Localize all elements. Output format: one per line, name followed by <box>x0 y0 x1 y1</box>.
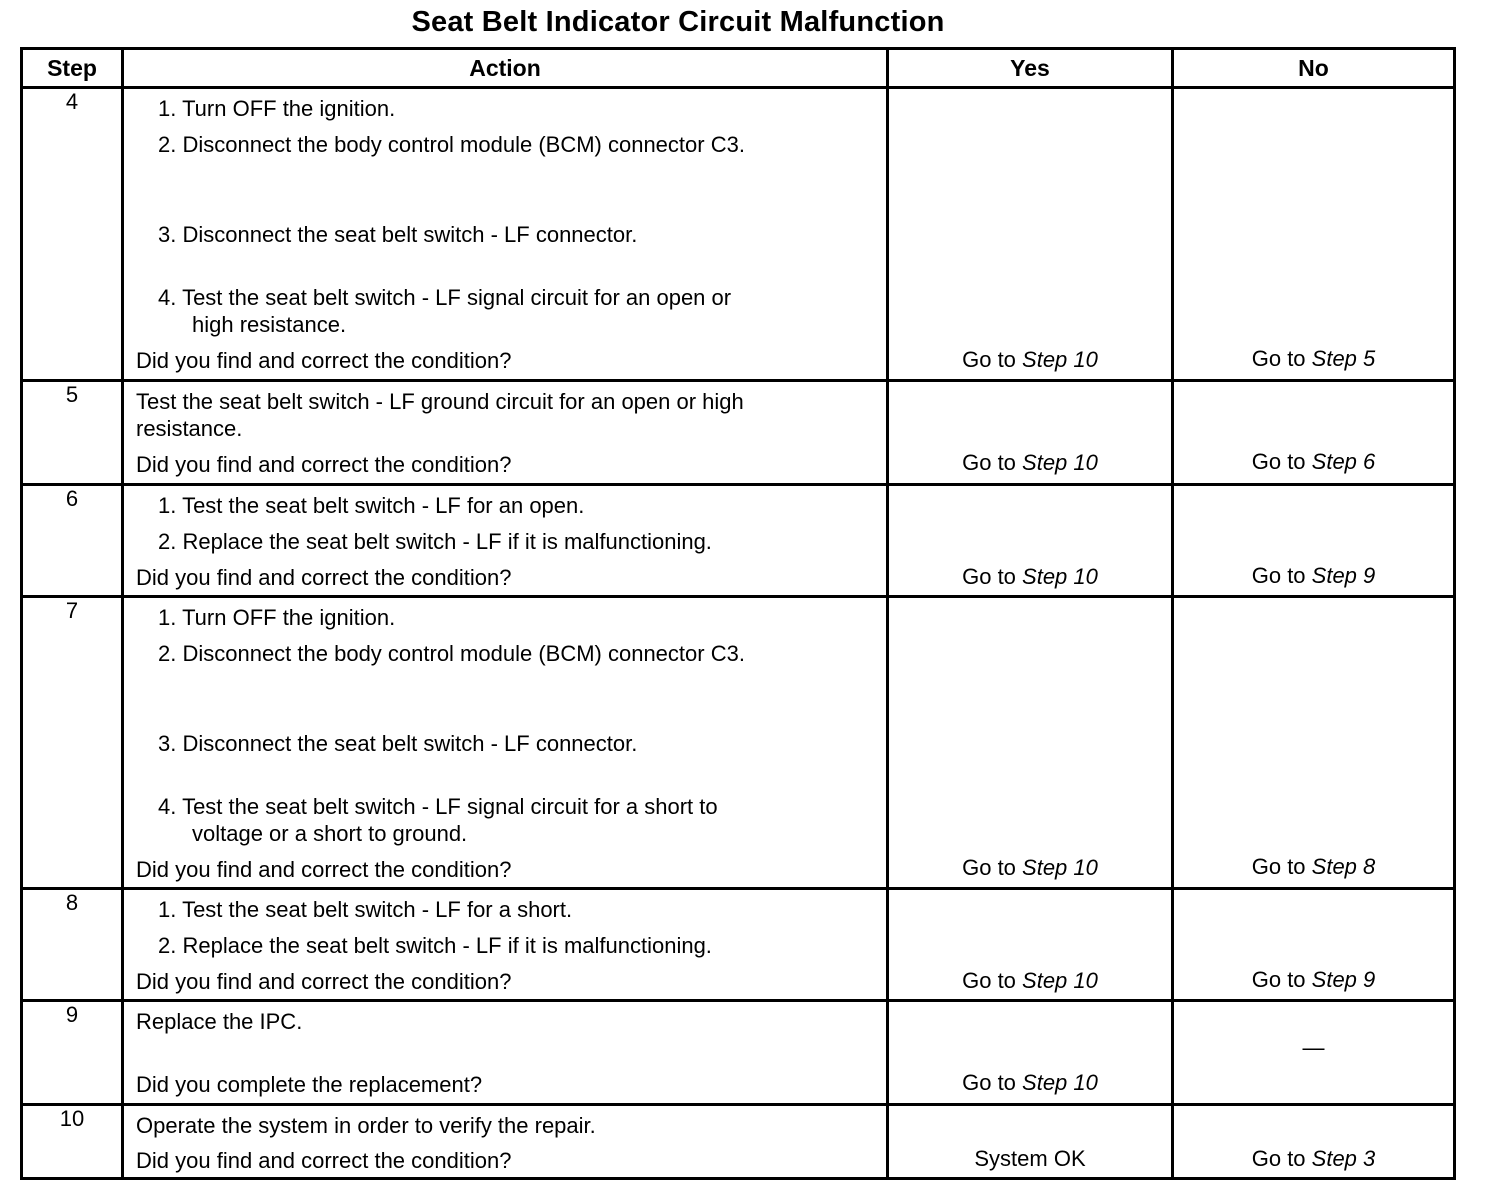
no-cell <box>1173 1001 1455 1105</box>
header-yes: Yes <box>888 49 1173 88</box>
yes-result: Go to Step 10 <box>962 450 1098 475</box>
action-line: 1. Turn OFF the ignition. <box>158 96 396 121</box>
step-link: Step 9 <box>1311 563 1376 588</box>
action-line: Replace the IPC. <box>136 1009 303 1034</box>
no-result: Go to Step 9 <box>1251 967 1376 992</box>
yes-cell <box>888 597 1173 889</box>
action-line: 1. Test the seat belt switch - LF for an open. <box>158 493 585 518</box>
action-line: Test the seat belt switch - LF ground circuit for an open or high <box>136 389 744 414</box>
no-cell <box>1173 381 1455 485</box>
action-cell <box>123 381 888 485</box>
action-line: 4. Test the seat belt switch - LF signal circuit for an open or <box>158 285 732 310</box>
question-text: Did you find and correct the condition? <box>136 969 512 994</box>
step-link: Step 5 <box>1311 346 1376 371</box>
yes-cell <box>888 88 1173 381</box>
action-line: 3. Disconnect the seat belt switch - LF connector. <box>158 731 638 756</box>
action-line: 2. Disconnect the body control module (BCM) connector C3. <box>158 132 745 157</box>
no-result: Go to Step 5 <box>1251 346 1376 371</box>
question-text: Did you find and correct the condition? <box>136 452 512 477</box>
yes-result: Go to Step 10 <box>962 1070 1098 1095</box>
table-row-step-5 <box>22 381 1455 485</box>
no-cell <box>1173 1105 1455 1179</box>
action-cell <box>123 1001 888 1105</box>
step-number: 7 <box>22 597 123 889</box>
action-line: voltage or a short to ground. <box>192 821 468 846</box>
table-row-step-6 <box>22 485 1455 597</box>
no-result: Go to Step 3 <box>1251 1146 1376 1171</box>
action-line: 2. Replace the seat belt switch - LF if it is malfunctioning. <box>158 933 712 958</box>
table-row-step-8 <box>22 889 1455 1001</box>
diagnostic-table <box>20 47 1456 1180</box>
step-number: 4 <box>22 88 123 381</box>
yes-result: Go to Step 10 <box>962 347 1098 372</box>
action-line: resistance. <box>136 416 243 441</box>
step-number: 10 <box>22 1105 123 1179</box>
step-number: 6 <box>22 485 123 597</box>
yes-cell <box>888 1001 1173 1105</box>
step-number: 9 <box>22 1001 123 1105</box>
action-cell <box>123 485 888 597</box>
yes-cell <box>888 889 1173 1001</box>
no-result: Go to Step 9 <box>1251 563 1376 588</box>
no-result-dash: — <box>1302 1035 1325 1060</box>
step-number: 8 <box>22 889 123 1001</box>
table-row-step-10 <box>22 1105 1455 1179</box>
action-line: 2. Disconnect the body control module (BCM) connector C3. <box>158 641 745 666</box>
step-link: Step 10 <box>1022 1070 1098 1095</box>
action-line: 2. Replace the seat belt switch - LF if it is malfunctioning. <box>158 529 712 554</box>
step-link: Step 10 <box>1022 450 1098 475</box>
yes-result: Go to Step 10 <box>962 855 1098 880</box>
step-link: Step 10 <box>1022 968 1098 993</box>
no-result: Go to Step 8 <box>1251 854 1376 879</box>
yes-cell <box>888 1105 1173 1179</box>
action-line: high resistance. <box>192 312 347 337</box>
step-link: Step 10 <box>1022 564 1098 589</box>
step-link: Step 3 <box>1311 1146 1376 1171</box>
table-row-step-4 <box>22 88 1455 381</box>
no-cell <box>1173 88 1455 381</box>
step-link: Step 10 <box>1022 855 1098 880</box>
header-action: Action <box>123 49 888 88</box>
yes-cell <box>888 485 1173 597</box>
question-text: Did you find and correct the condition? <box>136 1148 512 1173</box>
step-link: Step 6 <box>1311 449 1376 474</box>
action-cell <box>123 597 888 889</box>
question-text: Did you find and correct the condition? <box>136 565 512 590</box>
action-line: 1. Test the seat belt switch - LF for a short. <box>158 897 573 922</box>
table-row-step-7 <box>22 597 1455 889</box>
question-text: Did you complete the replacement? <box>136 1072 483 1097</box>
page-title: Seat Belt Indicator Circuit Malfunction <box>411 6 945 38</box>
no-result: Go to Step 6 <box>1251 449 1376 474</box>
action-line: Operate the system in order to verify the repair. <box>136 1113 596 1138</box>
yes-cell <box>888 381 1173 485</box>
header-step: Step <box>22 49 123 88</box>
step-link: Step 8 <box>1311 854 1376 879</box>
yes-result: Go to Step 10 <box>962 968 1098 993</box>
question-text: Did you find and correct the condition? <box>136 857 512 882</box>
no-cell <box>1173 889 1455 1001</box>
action-cell <box>123 88 888 381</box>
yes-result: Go to Step 10 <box>962 564 1098 589</box>
action-line: 3. Disconnect the seat belt switch - LF connector. <box>158 222 638 247</box>
no-cell <box>1173 485 1455 597</box>
action-line: 1. Turn OFF the ignition. <box>158 605 396 630</box>
action-line: 4. Test the seat belt switch - LF signal circuit for a short to <box>158 794 718 819</box>
step-link: Step 9 <box>1311 967 1376 992</box>
table-row-step-9 <box>22 1001 1455 1105</box>
question-text: Did you find and correct the condition? <box>136 348 512 373</box>
action-cell <box>123 1105 888 1179</box>
header-row <box>22 49 1455 88</box>
yes-result: System OK <box>974 1146 1086 1171</box>
no-cell <box>1173 597 1455 889</box>
step-number: 5 <box>22 381 123 485</box>
step-link: Step 10 <box>1022 347 1098 372</box>
header-no: No <box>1173 49 1455 88</box>
action-cell <box>123 889 888 1001</box>
